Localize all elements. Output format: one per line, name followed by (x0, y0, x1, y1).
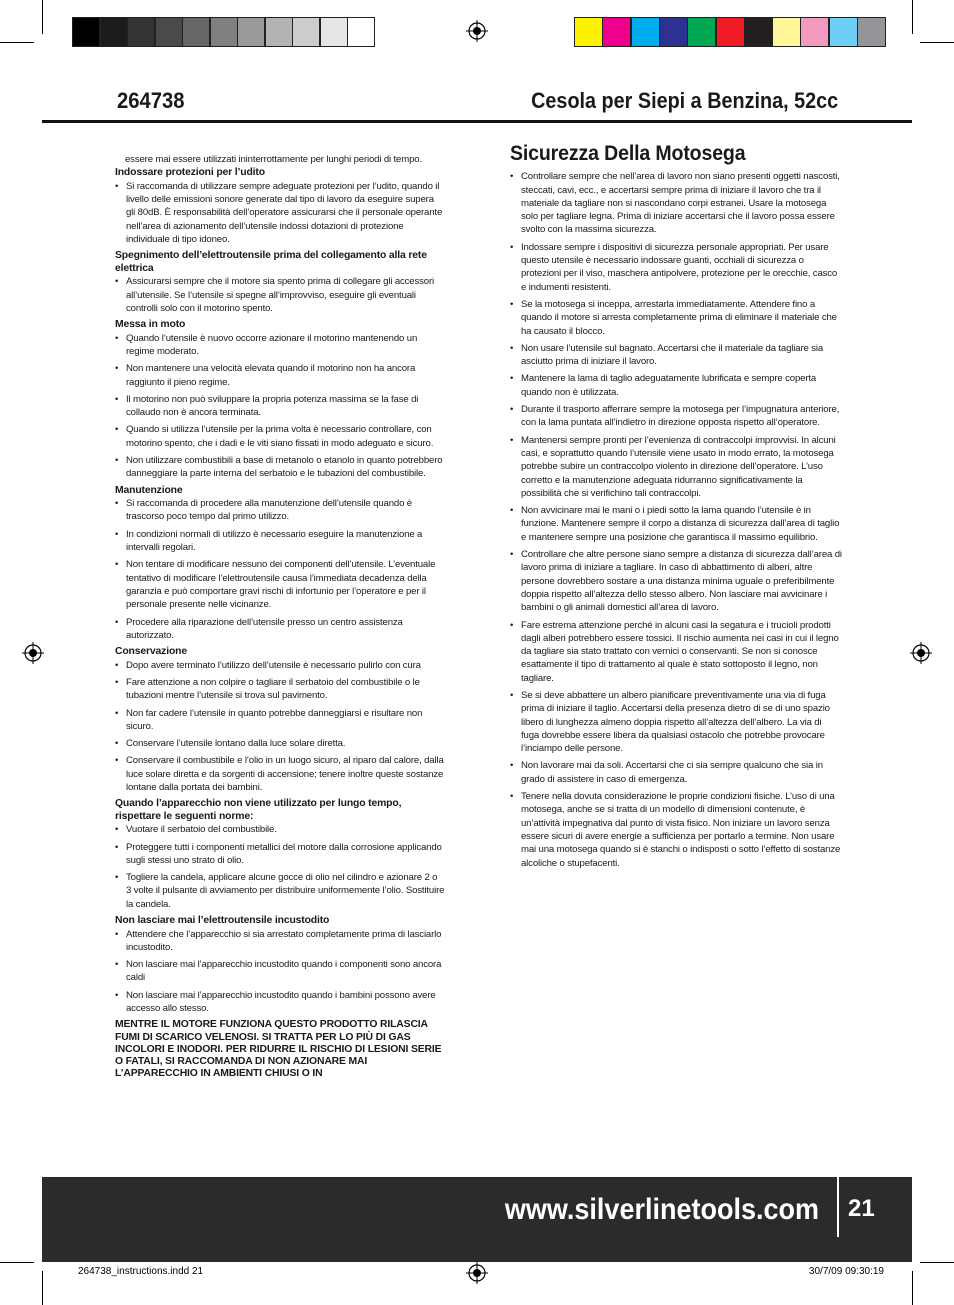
crop-mark (912, 0, 913, 34)
registration-mark-icon (466, 1262, 488, 1284)
section-heading: Messa in moto (115, 319, 186, 331)
bullet-list (115, 823, 445, 911)
bullet-list (115, 659, 445, 795)
grayscale-swatch (320, 17, 348, 47)
process-color-swatch (857, 17, 886, 47)
list-item: • Indossare sempre i dispositivi di sicurezza personale appropriati. Per usare questo utensile è necessario indossare guanti, occhiali di sicurezza o protezioni per il viso, maschera antipolvere, protezione per le orecchie, casco e indumenti resistenti. (510, 241, 842, 294)
list-item: • Non lavorare mai da soli. Accertarsi che ci sia sempre qualcuno che sia in grado di assistere in caso di emergenza. (510, 759, 842, 786)
section-heading: Quando l’apparecchio non viene utilizzato per lungo tempo, rispettare le seguenti norme: (115, 798, 402, 822)
bullet-list (115, 332, 445, 481)
left-column (115, 153, 445, 1080)
bullet-list (115, 928, 445, 1016)
grayscale-swatch (127, 17, 155, 47)
list-item: • Fare estrema attenzione perché in alcuni casi la segatura e i trucioli prodotti dagli alberi potrebbero essere tossici. Il rischio aumenta nei casi in cui il legno da tagliare sia stato trattato con vernici o conservanti. Se non si conosce esattamente il tipo di trattamento al quale è stato sottoposto il legno, non tagliare. (510, 619, 842, 685)
list-item: • Se la motosega si inceppa, arrestarla immediatamente. Attendere fino a quando il motore si arresta completamente prima di eliminare il materiale che ha causato il blocco. (510, 298, 842, 338)
list-item: • Controllare sempre che nell’area di lavoro non siano presenti oggetti nascosti, steccati, cavi, ecc., e accertarsi sempre prima di iniziare il lavoro che tra il materiale da tagliare non si nascondano corpi estranei. Usare la motosega solo per tagliare legna. Prima di iniziare accertarsi che il lavoro possa essere svolto con la massima sicurezza. (510, 170, 842, 236)
process-color-swatch (659, 17, 688, 47)
grayscale-swatch (72, 17, 100, 47)
list-item: • Attendere che l’apparecchio si sia arrestato completamente prima di lasciarlo incustodito. (115, 928, 445, 955)
slug-filename: 264738_instructions.indd 21 (78, 1266, 204, 1277)
grayscale-swatch (237, 17, 265, 47)
list-item: • Si raccomanda di procedere alla manutenzione dell’utensile quando è trascorso poco tempo dal primo utilizzo. (115, 497, 445, 524)
grayscale-swatch (210, 17, 238, 47)
list-item: • Non lasciare mai l’apparecchio incustodito quando i componenti sono ancora caldi (115, 958, 445, 985)
exhaust-warning: MENTRE IL MOTORE FUNZIONA QUESTO PRODOTTO RILASCIA FUMI DI SCARICO VELENOSI. SI TRATTA PER LO PIÙ DI GAS INCOLORI E INODORI. PER RIDURRE IL RISCHIO DI LESIONI SERIE O FATALI, SI RACCOMANDA DI NON AZIONARE MAI L’APPARECCHIO IN AMBIENTI CHIUSI O IN (115, 1019, 442, 1080)
crop-mark (0, 1262, 34, 1263)
slug-timestamp: 30/7/09 09:30:19 (808, 1266, 884, 1277)
process-color-swatch (716, 17, 745, 47)
bullet-list (115, 180, 445, 246)
list-item: • Durante il trasporto afferrare sempre la motosega per l’impugnatura anteriore, con la lama puntata all’indietro in direzione opposta rispetto all’operatore. (510, 403, 842, 430)
footer-bar (42, 1177, 912, 1262)
list-item: • Dopo avere terminato l’utilizzo dell’utensile è necessario pulirlo con cura (115, 659, 445, 672)
list-item: • Fare attenzione a non colpire o tagliare il serbatoio del combustibile o le tubazioni mentre l’utensile si trova sul pavimento. (115, 676, 445, 703)
process-color-swatch (744, 17, 773, 47)
list-item: • Controllare che altre persone siano sempre a distanza di sicurezza dall’area di lavoro prima di iniziare a tagliare. In caso di abbattimento di alberi, altre persone dovrebbero sostare a una distanza minima uguale o preferibilmente doppia rispetto all’altezza dello stesso albero. Non lasciare mai avvicinare i bambini o gli animali domestici all’area di lavoro. (510, 548, 842, 614)
list-item: • Non utilizzare combustibili a base di metanolo o etanolo in quanto potrebbero danneggiare la parte interna del serbatoio e le tubazioni del combustibile. (115, 454, 445, 481)
process-color-swatch (772, 17, 801, 47)
list-item: • Non mantenere una velocità elevata quando il motorino non ha ancora raggiunto il pieno regime. (115, 362, 445, 389)
section-heading: Conservazione (115, 646, 187, 658)
list-item: • Togliere la candela, applicare alcune gocce di olio nel cilindro e azionare 2 o 3 volte il pulsante di avviamento per distribuire uniformemente l’olio. Sostituire la candela. (115, 871, 445, 911)
footer-divider (837, 1177, 839, 1237)
list-item: • Proteggere tutti i componenti metallici del motore dalla corrosione applicando sugli stessi uno strato di olio. (115, 841, 445, 868)
list-item: • Mantenere la lama di taglio adeguatamente lubrificata e sempre coperta quando non è utilizzata. (510, 372, 842, 399)
crop-mark (920, 42, 954, 43)
section-heading: Indossare protezioni per l’udito (115, 167, 265, 179)
grayscale-swatch (265, 17, 293, 47)
registration-mark-icon (466, 20, 488, 42)
list-item: • Non lasciare mai l’apparecchio incustodito quando i bambini possono avere accesso allo stesso. (115, 989, 445, 1016)
section-heading: Manutenzione (115, 484, 183, 496)
list-item: • Non far cadere l’utensile in quanto potrebbe danneggiarsi e risultare non sicuro. (115, 707, 445, 734)
list-item: • Quando si utilizza l’utensile per la prima volta è necessario controllare, con motorino spento, che i dadi e le viti siano fissati in modo adeguato e sicuro. (115, 423, 445, 450)
list-item: • Mantenersi sempre pronti per l’evenienza di contraccolpi improvvisi. In alcuni casi, e soprattutto quando l’utensile viene usato in modo errato, la motosega potrebbe subire un contraccolpo violento in direzione dell’operatore. L’uso corretto e la manutenzione adeguata ridurranno significativamente la possibilità che si verifichino tali contraccolpi. (510, 434, 842, 500)
header-divider (42, 120, 912, 123)
registration-mark-icon (22, 642, 44, 664)
process-color-swatch (687, 17, 716, 47)
list-item: • Non usare l’utensile sul bagnato. Accertarsi che il materiale da tagliare sia asciutto prima di iniziare il lavoro. (510, 342, 842, 369)
section-heading: Spegnimento dell’elettroutensile prima del collegamento alla rete elettrica (115, 250, 427, 274)
process-color-swatch (800, 17, 829, 47)
crop-mark (920, 1262, 954, 1263)
process-color-swatch (574, 17, 603, 47)
grayscale-swatch (347, 17, 375, 47)
section-heading: Non lasciare mai l’elettroutensile incustodito (115, 915, 330, 927)
bullet-list (115, 497, 445, 642)
crop-mark (912, 1271, 913, 1305)
chainsaw-safety-list (510, 170, 842, 870)
list-item: • Si raccomanda di utilizzare sempre adeguate protezioni per l’udito, quando il livello delle emissioni sonore generate dal tipo di lavoro da eseguire supera gli 80dB. È responsabilità dell’operatore assicurarsi che il personale operante nell’area di azionamento dell’utensile indossi dotazioni di protezione individuale di tipo idoneo. (115, 180, 445, 246)
process-color-swatch (631, 17, 660, 47)
list-item: • Conservare l’utensile lontano dalla luce solare diretta. (115, 737, 445, 750)
registration-mark-icon (910, 642, 932, 664)
process-color-swatch (602, 17, 631, 47)
page-number: 21 (848, 1195, 875, 1222)
product-code: 264738 (117, 88, 185, 113)
list-item: • Quando l’utensile è nuovo occorre azionare il motorino mantenendo un regime moderato. (115, 332, 445, 359)
list-item: • Non avvicinare mai le mani o i piedi sotto la lama quando l’utensile è in funzione. Mantenere sempre il corpo a distanza di sicurezza dall’area di taglio e mantenere sempre una posizione che garantisca il massimo equilibrio. (510, 504, 842, 544)
page-title: Cesola per Siepi a Benzina, 52cc (530, 88, 838, 113)
grayscale-swatch (100, 17, 128, 47)
crop-mark (42, 0, 43, 34)
left-sections (115, 167, 445, 1015)
right-column (510, 142, 842, 874)
grayscale-swatch (182, 17, 210, 47)
list-item: • Il motorino non può sviluppare la propria potenza massima se la fase di collaudo non è ancora terminata. (115, 393, 445, 420)
crop-mark (42, 1271, 43, 1305)
list-item: • Assicurarsi sempre che il motore sia spento prima di collegare gli accessori all’utensile. Se l’utensile si spegne all’improvviso, eseguire gli eventuali controlli solo con il motorino spento. (115, 275, 445, 315)
process-color-swatch (829, 17, 858, 47)
grayscale-swatch (292, 17, 320, 47)
list-item: • Se si deve abbattere un albero pianificare preventivamente una via di fuga prima di iniziare il taglio. Accertarsi della presenza dietro di se di uno spazio libero di lunghezza almeno doppia rispetto all’altezza dell’albero. La via di fuga dovrebbe essere libera da qualsiasi ostacolo che potrebbe provocare l’inciampo delle persone. (510, 689, 842, 755)
bullet-list (115, 275, 445, 315)
list-item: • Conservare il combustibile e l’olio in un luogo sicuro, al riparo dal calore, dalla luce solare diretta e da sorgenti di accensione; tenere inoltre queste sostanze lontane dalla portata dei bambini. (115, 754, 445, 794)
list-item: • Vuotare il serbatoio del combustibile. (115, 823, 445, 836)
website-link[interactable]: www.silverlinetools.com (504, 1193, 819, 1226)
section-title: Sicurezza Della Motosega (510, 142, 746, 165)
list-item: • Procedere alla riparazione dell’utensile presso un centro assistenza autorizzato. (115, 616, 445, 643)
list-item: • Tenere nella dovuta considerazione le proprie condizioni fisiche. L’uso di una motosega, anche se si tratta di un modello di dimensioni contenute, è un’attività impegnativa dal punto di vista fisico. Non iniziare un lavoro senza essere sicuri di avere energie a sufficienza per portarlo a termine. Non usare mai una motosega quando si è stanchi o indisposti o sotto l’effetto di sostanze alcoliche o stupefacenti. (510, 790, 842, 870)
intro-text: essere mai essere utilizzati ininterrottamente per lunghi periodi di tempo. (125, 154, 422, 165)
list-item: • In condizioni normali di utilizzo è necessario eseguire la manutenzione a intervalli regolari. (115, 528, 445, 555)
crop-mark (0, 42, 34, 43)
list-item: • Non tentare di modificare nessuno dei componenti dell’utensile. L’eventuale tentativo di modificare l’elettroutensile causa l’immediata decadenza della garanzia e può comportare gravi rischi di infortunio per l’operatore e per il personale presente nelle vicinanze. (115, 558, 445, 611)
grayscale-swatch (155, 17, 183, 47)
